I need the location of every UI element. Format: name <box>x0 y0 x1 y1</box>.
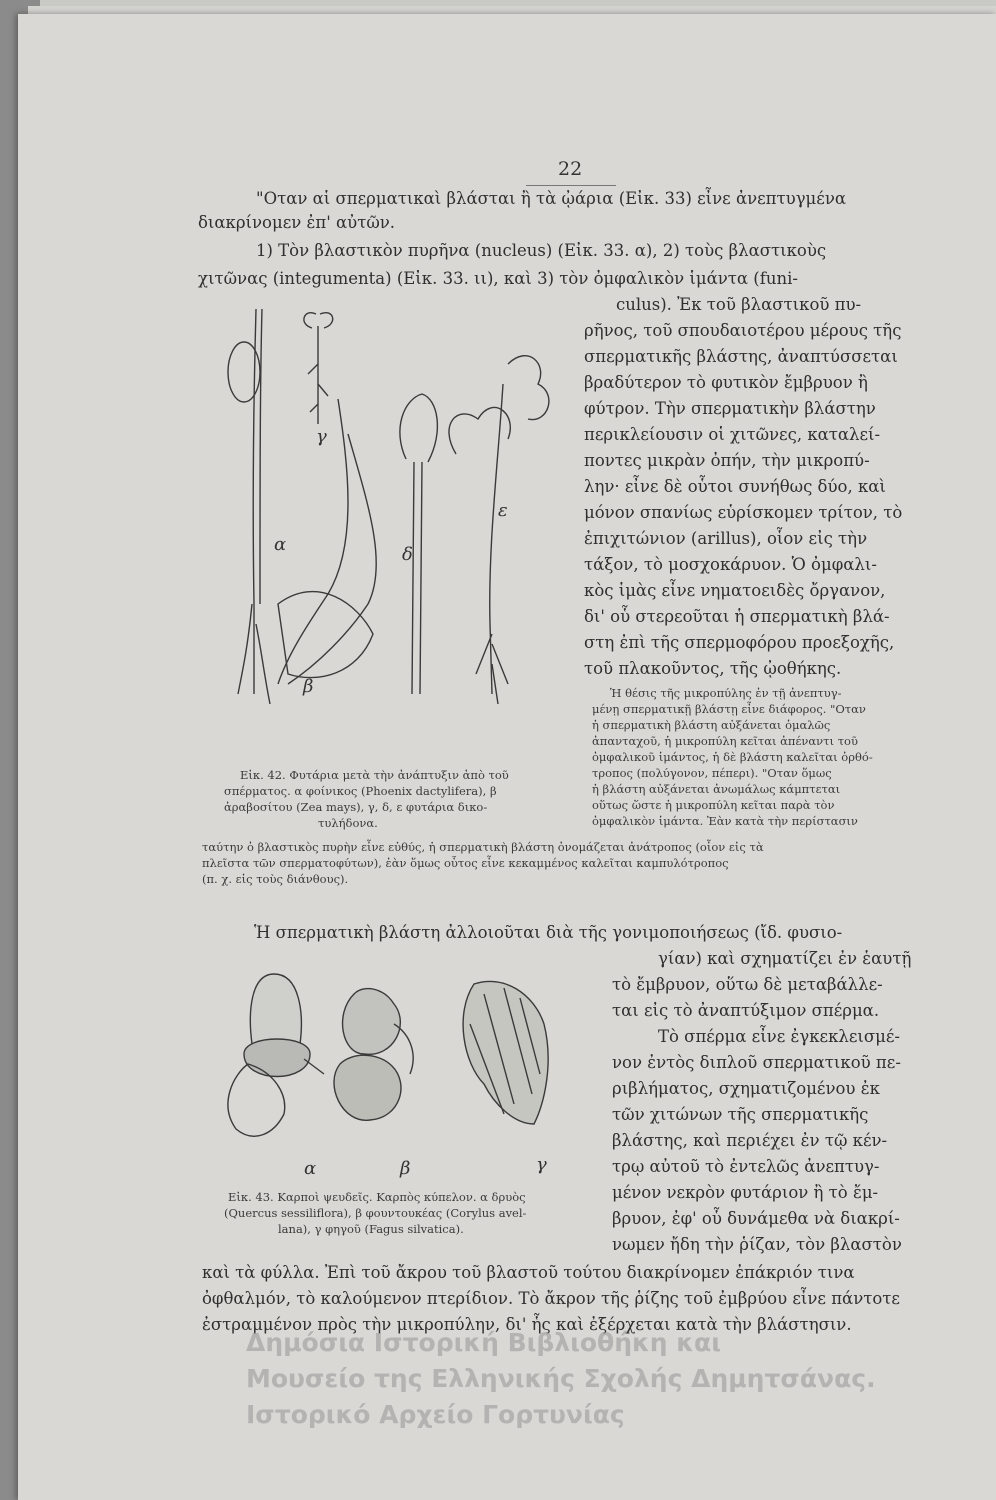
seedling-a-stem-2 <box>260 309 262 604</box>
fig43-caption-line: (Quercus sessiliflora), β φουντουκέας (Corylus avel- <box>224 1206 527 1220</box>
para1-right-line: στη ἐπὶ τῆς σπερμοφόρου προεξοχῆς, <box>584 633 895 652</box>
hazelnut-bottom <box>334 1055 401 1120</box>
para1-right-line: βραδύτερον τὸ φυτικὸν ἔμβρυον ἢ <box>584 373 868 392</box>
para2-right-line: Τὸ σπέρμα εἶνε ἐγκεκλεισμέ- <box>658 1027 900 1046</box>
para1-right-line: μόνον σπανίως εὑρίσκομεν τρίτον, τὸ <box>584 503 903 522</box>
para1-right-line: ἐπιχιτώνιον (arillus), οἷον εἰς τὴν <box>584 529 868 548</box>
para2-right-line: νωμεν ἤδη τὴν ῥίζαν, τὸν βλαστὸν <box>612 1235 902 1254</box>
para2-right-line: τρῳ αὐτοῦ τὸ ἐντελῶς ἀνεπτυγ- <box>612 1157 880 1176</box>
figure-42-seedlings <box>208 304 568 734</box>
seedling-d-stem <box>412 462 422 694</box>
note-line: ὀμφαλικὸν ἱμάντα. Ἐὰν κατὰ τὴν περίστασιν <box>592 814 858 828</box>
para1-right-line: culus). Ἐκ τοῦ βλαστικοῦ πυ- <box>616 295 862 314</box>
note-full-line: πλεῖστα τῶν σπερματοφύτων), ἐὰν ὅμως οὗτος εἶνε κεκαμμένος καλεῖται καμπυλότροπος <box>202 856 729 870</box>
fig42-label-g: γ <box>316 426 327 447</box>
para1-right-line: φύτρον. Τὴν σπερματικὴν βλάστην <box>584 399 876 418</box>
note-line: μένῃ σπερματικῇ βλάστῃ εἶνε διάφορος. "Οταν <box>592 702 866 716</box>
para1-right-line: τάξον, τὸ μοσχοκάρυον. Ὁ ὀμφαλι- <box>584 555 877 574</box>
para1-right-line: ποντες μικρὰν ὀπήν, τὴν μικροπύ- <box>584 451 870 470</box>
para1-line: διακρίνομεν ἐπ' αὐτῶν. <box>198 213 396 232</box>
note-line: ἡ βλάστη αὐξάνεται ἀνωμάλως κάμπτεται <box>592 782 841 796</box>
fig42-label-e: ε <box>498 500 508 521</box>
para2-right-line: μένον νεκρὸν φυτάριον ἢ τὸ ἔμ- <box>612 1183 879 1202</box>
para1-right-line: σπερματικῆς βλάστης, ἀναπτύσσεται <box>584 347 898 366</box>
small-seedling-root <box>308 326 328 424</box>
small-seedling-leaves <box>304 313 333 328</box>
fig42-caption-line: τυλήδονα. <box>318 816 378 830</box>
fig43-label-b: β <box>400 1158 411 1179</box>
figure-43-fruits <box>214 954 594 1154</box>
para2-right-line: ριβλήματος, σχηματιζομένου ἐκ <box>612 1079 880 1098</box>
hazelnut-top <box>343 989 401 1055</box>
para2-right-line: βλάστης, καὶ περιέχει ἐν τῷ κέν- <box>612 1131 888 1150</box>
fig43-label-g: γ <box>536 1154 547 1175</box>
note-line: ἡ σπερματικὴ βλάστη αὐξάνεται ὁμαλῶς <box>592 718 831 732</box>
fig42-caption-line: Εἰκ. 42. Φυτάρια μετὰ τὴν ἀνάπτυξιν ἀπὸ τοῦ <box>240 768 509 782</box>
fig42-label-b: β <box>303 676 314 697</box>
book-page <box>18 14 996 1500</box>
para1-right-line: ρῆνος, τοῦ σπουδαιοτέρου μέρους τῆς <box>584 321 902 340</box>
acorn-stalk <box>304 1059 324 1074</box>
para2-first-line: Ἡ σπερματικὴ βλάστη ἀλλοιοῦται διὰ τῆς γονιμοποιήσεως (ἴδ. φυσιο- <box>254 923 843 942</box>
seedling-d-leaves <box>400 394 438 462</box>
note-line: οὕτως ὥστε ἡ μικροπύλη κεῖται παρὰ τὸν <box>592 798 835 812</box>
note-line: τροπος (πολύγονον, πέπερι). "Οταν ὅμως <box>592 766 832 780</box>
note-line: ὀμφαλικοῦ ἱμάντος, ἡ δὲ βλάστη καλεῖται ὀρθό- <box>592 750 873 764</box>
seedling-a-stem <box>253 309 256 694</box>
note-line: ἀπανταχοῦ, ἡ μικροπύλη κεῖται ἀπέναντι τοῦ <box>592 734 858 748</box>
seedling-b-shoot-2 <box>288 434 376 684</box>
seedling-e-stem <box>490 384 503 694</box>
para2-right-line: τὸ ἔμβρυον, οὕτω δὲ μεταβάλλε- <box>612 975 883 994</box>
watermark-line: Μουσείο της Ελληνικής Σχολής Δημητσάνας. <box>246 1364 876 1393</box>
para1-right-line: λην· εἶνε δὲ οὗτοι συνήθως δύο, καὶ <box>584 477 886 496</box>
fig43-caption-line: Εἰκ. 43. Καρποὶ ψευδεῖς. Καρπὸς κύπελον. α δρυὸς <box>228 1190 526 1204</box>
para2-right-line: τῶν χιτώνων τῆς σπερματικῆς <box>612 1105 869 1124</box>
fig43-label-a: α <box>304 1158 317 1179</box>
para2-right-line: νον ἐντὸς διπλοῦ σπερματικοῦ πε- <box>612 1053 901 1072</box>
para1-right-line: τοῦ πλακοῦντος, τῆς ᾠοθήκης. <box>584 659 842 678</box>
watermark-line: Ιστορικό Αρχείο Γορτυνίας <box>246 1400 625 1429</box>
para2-right-line: ται εἰς τὸ ἀναπτύξιμον σπέρμα. <box>612 1001 880 1020</box>
seedling-b-grain <box>278 592 373 678</box>
fig42-caption-line: ἀραβοσίτου (Zea mays), γ, δ, ε φυτάρια δικο- <box>224 800 488 814</box>
note-full-line: (π. χ. εἰς τοὺς διάνθους). <box>202 872 349 886</box>
para3-line: ἐστραμμένον πρὸς τὴν μικροπύλην, δι' ἧς καὶ ἐξέρχεται κατὰ τὴν βλάστησιν. <box>202 1315 852 1334</box>
para1-line: χιτῶνας (integumenta) (Εἰκ. 33. ιι), καὶ 3) τὸν ὀμφαλικὸν ἱμάντα (funi- <box>198 269 798 288</box>
para1-line: "Οταν αἱ σπερματικαὶ βλάσται ἢ τὰ ᾠάρια (Εἰκ. 33) εἶνε ἀνεπτυγμένα <box>256 189 846 208</box>
watermark-line: Δημόσια Ιστορική Βιβλιοθήκη και <box>246 1328 721 1357</box>
para1-right-line: κὸς ἱμὰς εἶνε νηματοειδὲς ὄργανον, <box>584 581 886 600</box>
para2-right-line: γίαν) καὶ σχηματίζει ἐν ἑαυτῇ <box>658 949 912 968</box>
fig42-label-a: α <box>274 534 287 555</box>
beech-husk <box>463 981 548 1124</box>
para1-right-line: περικλείουσιν οἱ χιτῶνες, καταλεί- <box>584 425 881 444</box>
acorn-cup <box>244 1039 310 1077</box>
note-full-line: ταύτην ὁ βλαστικὸς πυρὴν εἶνε εὐθύς, ἡ σπερματικὴ βλάστη ὀνομάζεται ἀνάτροπος (οἷον εἰς τὰ <box>202 840 764 854</box>
fig42-caption-line: σπέρματος. α φοίνικος (Phoenix dactylifera), β <box>224 784 497 798</box>
note-line: Ἡ θέσις τῆς μικροπύλης ἐν τῇ ἀνεπτυγ- <box>610 686 842 700</box>
fig43-caption-line: lana), γ φηγοῦ (Fagus silvatica). <box>278 1222 464 1236</box>
para1-line: 1) Τὸν βλαστικὸν πυρῆνα (nucleus) (Εἰκ. 33. α), 2) τοὺς βλαστικοὺς <box>256 241 827 260</box>
page-number: 22 <box>558 158 583 180</box>
acorn-nut <box>250 974 301 1044</box>
para3-line: ὀφθαλμόν, τὸ καλούμενον πτερίδιον. Τὸ ἄκρον τῆς ῥίζης τοῦ ἐμβρύου εἶνε πάντοτε <box>202 1289 900 1308</box>
para1-right-line: δι' οὗ στερεοῦται ἡ σπερματικὴ βλά- <box>584 607 890 626</box>
fig42-label-d: δ <box>402 544 413 565</box>
seedling-e-leaf-1 <box>508 356 549 420</box>
para2-right-line: βρυον, ἐφ' οὗ δυνάμεθα νὰ διακρί- <box>612 1209 900 1228</box>
para3-line: καὶ τὰ φύλλα. Ἐπὶ τοῦ ἄκρου τοῦ βλαστοῦ τούτου διακρίνομεν ἐπάκριόν τινα <box>202 1263 855 1282</box>
